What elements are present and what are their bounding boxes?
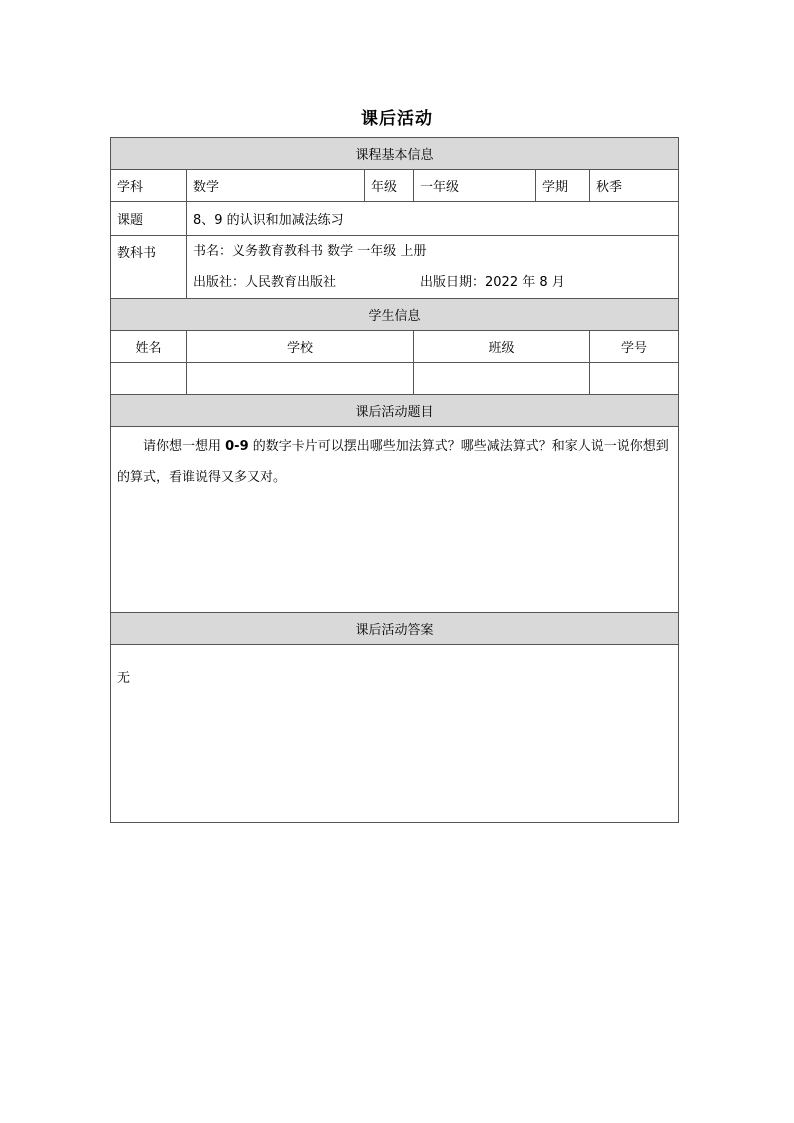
question-text-end: 的数字卡片可以摆出哪些加法算式？哪些减法算式？和家人说一说你想到的算式，看谁说得又多又对。 — [117, 439, 669, 485]
textbook-publish-line — [193, 267, 672, 298]
term-label: 学期 — [536, 170, 590, 202]
publisher: 出版社：人民教育出版社 — [193, 275, 337, 290]
name-field[interactable] — [111, 363, 187, 395]
textbook-label: 教科书 — [111, 236, 187, 299]
answer-content: 无 — [111, 645, 679, 823]
activity-question — [111, 427, 679, 613]
column-school: 学校 — [187, 331, 414, 363]
topic-value: 8、9 的认识和加减法练习 — [187, 202, 679, 236]
activity-header: 课后活动题目 — [111, 395, 679, 427]
course-info-header: 课程基本信息 — [111, 138, 679, 170]
question-number-range: 0-9 — [225, 439, 249, 454]
grade-value: 一年级 — [414, 170, 536, 202]
page-title: 课后活动 — [361, 109, 433, 129]
subject-label: 学科 — [111, 170, 187, 202]
activity-table — [110, 137, 679, 823]
answer-header: 课后活动答案 — [111, 613, 679, 645]
column-class: 班级 — [414, 331, 590, 363]
column-student-id: 学号 — [590, 331, 679, 363]
topic-label: 课题 — [111, 202, 187, 236]
student-info-header: 学生信息 — [111, 299, 679, 331]
term-value: 秋季 — [590, 170, 679, 202]
student-id-field[interactable] — [590, 363, 679, 395]
question-text-start: 请你想一想用 — [143, 439, 226, 454]
textbook-name: 书名：义务教育教科书 数学 一年级 上册 — [193, 244, 427, 259]
class-field[interactable] — [414, 363, 590, 395]
subject-value: 数学 — [187, 170, 365, 202]
textbook-value — [187, 236, 679, 299]
grade-label: 年级 — [365, 170, 414, 202]
publish-date: 出版日期：2022 年 8 月 — [420, 275, 565, 290]
school-field[interactable] — [187, 363, 414, 395]
column-name: 姓名 — [111, 331, 187, 363]
